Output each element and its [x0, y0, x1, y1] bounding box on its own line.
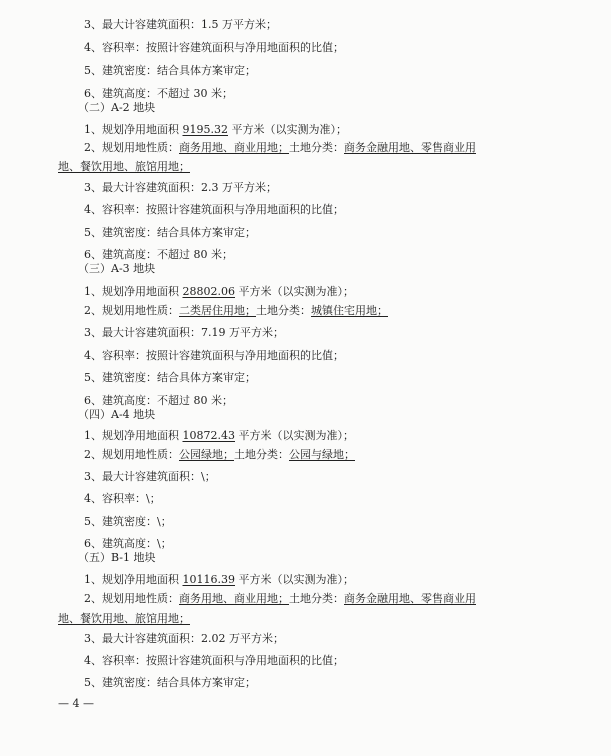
text-line — [84, 18, 551, 31]
text-segment: 2、规划用地性质： — [84, 141, 179, 154]
page-number: — 4 — — [58, 697, 94, 710]
text-line — [84, 285, 551, 298]
text-segment: 3、最大计容建筑面积：2.02 万平方米； — [84, 632, 284, 645]
underlined-value: 商务用地、商业用地； — [179, 592, 289, 605]
text-line — [84, 41, 551, 54]
text-line — [84, 676, 551, 689]
section-heading — [78, 262, 551, 275]
text-line — [84, 248, 551, 261]
underlined-value: 公园绿地； — [179, 448, 234, 461]
text-segment: 土地分类： — [289, 141, 344, 154]
text-segment: 地、餐饮用地、旅馆用地； — [58, 160, 190, 173]
text-line — [84, 181, 551, 194]
text-segment: 2、规划用地性质： — [84, 592, 179, 605]
underlined-value: 公园与绿地； — [289, 448, 355, 461]
underlined-value: 10872.43 — [182, 429, 235, 442]
text-segment: 6、建筑高度：不超过 80 米； — [84, 248, 233, 261]
text-line — [84, 371, 551, 384]
text-segment: 5、建筑密度：结合具体方案审定； — [84, 64, 256, 77]
text-segment: 4、容积率：按照计容建筑面积与净用地面积的比值； — [84, 41, 344, 54]
text-segment: 土地分类： — [234, 448, 289, 461]
text-segment: 1、规划净用地面积 — [84, 429, 183, 442]
text-line — [84, 203, 551, 216]
text-line — [84, 394, 551, 407]
underlined-value: 10116.39 — [182, 573, 235, 586]
text-line — [84, 429, 551, 442]
text-segment: 5、建筑密度：结合具体方案审定； — [84, 676, 256, 689]
text-segment: 2、规划用地性质： — [84, 304, 179, 317]
text-segment: 6、建筑高度：不超过 30 米； — [84, 87, 233, 100]
text-segment: 6、建筑高度：\； — [84, 537, 172, 550]
text-segment: 土地分类： — [256, 304, 311, 317]
underlined-value: 二类居住用地； — [179, 304, 256, 317]
text-line — [84, 573, 551, 586]
text-segment: 4、容积率：\； — [84, 492, 161, 505]
underlined-value: 商务用地、商业用地； — [179, 141, 289, 154]
text-segment: 1、规划净用地面积 — [84, 573, 183, 586]
text-segment: （二）A-2 地块 — [78, 101, 156, 114]
text-segment: 平方米（以实测为准）； — [235, 429, 354, 442]
section-heading — [78, 408, 551, 421]
text-line — [84, 304, 551, 317]
text-segment: 4、容积率：按照计容建筑面积与净用地面积的比值； — [84, 349, 344, 362]
text-segment: 5、建筑密度：结合具体方案审定； — [84, 226, 256, 239]
text-line — [84, 592, 551, 605]
text-segment: 土地分类： — [289, 592, 344, 605]
text-line — [84, 492, 551, 505]
text-line — [84, 349, 551, 362]
underlined-value: 28802.06 — [182, 285, 235, 298]
text-line — [84, 141, 551, 154]
text-segment: 地、餐饮用地、旅馆用地； — [58, 612, 190, 625]
text-segment: （五）B-1 地块 — [78, 551, 156, 564]
text-segment: 4、容积率：按照计容建筑面积与净用地面积的比值； — [84, 203, 344, 216]
text-segment: 3、最大计容建筑面积：2.3 万平方米； — [84, 181, 277, 194]
text-line — [84, 632, 551, 645]
text-segment: 平方米（以实测为准）； — [235, 285, 354, 298]
text-segment: 平方米（以实测为准）； — [235, 573, 354, 586]
underlined-value: 商务金融用地、零售商业用 — [344, 592, 476, 605]
text-line — [84, 226, 551, 239]
underlined-value: 城镇住宅用地； — [311, 304, 388, 317]
text-line — [58, 160, 551, 173]
text-line — [84, 654, 551, 667]
text-segment: 5、建筑密度：结合具体方案审定； — [84, 371, 256, 384]
underlined-value: 9195.32 — [182, 123, 228, 136]
text-segment: 1、规划净用地面积 — [84, 123, 183, 136]
section-heading — [78, 551, 551, 564]
text-segment: （三）A-3 地块 — [78, 262, 156, 275]
text-line — [84, 470, 551, 483]
text-line — [58, 612, 551, 625]
text-segment: 4、容积率：按照计容建筑面积与净用地面积的比值； — [84, 654, 344, 667]
text-line — [84, 87, 551, 100]
text-line — [84, 448, 551, 461]
text-segment: 5、建筑密度：\； — [84, 515, 172, 528]
text-line — [84, 537, 551, 550]
text-segment: 1、规划净用地面积 — [84, 285, 183, 298]
text-segment: 3、最大计容建筑面积：7.19 万平方米； — [84, 326, 284, 339]
text-segment: 6、建筑高度：不超过 80 米； — [84, 394, 233, 407]
text-segment: （四）A-4 地块 — [78, 408, 156, 421]
text-line — [84, 64, 551, 77]
text-segment: 平方米（以实测为准）； — [228, 123, 347, 136]
text-line — [84, 326, 551, 339]
text-segment: 3、最大计容建筑面积：\； — [84, 470, 216, 483]
text-segment: 3、最大计容建筑面积：1.5 万平方米； — [84, 18, 277, 31]
underlined-value: 商务金融用地、零售商业用 — [344, 141, 476, 154]
text-line — [84, 515, 551, 528]
section-heading — [78, 101, 551, 114]
text-line — [84, 123, 551, 136]
text-segment: 2、规划用地性质： — [84, 448, 179, 461]
